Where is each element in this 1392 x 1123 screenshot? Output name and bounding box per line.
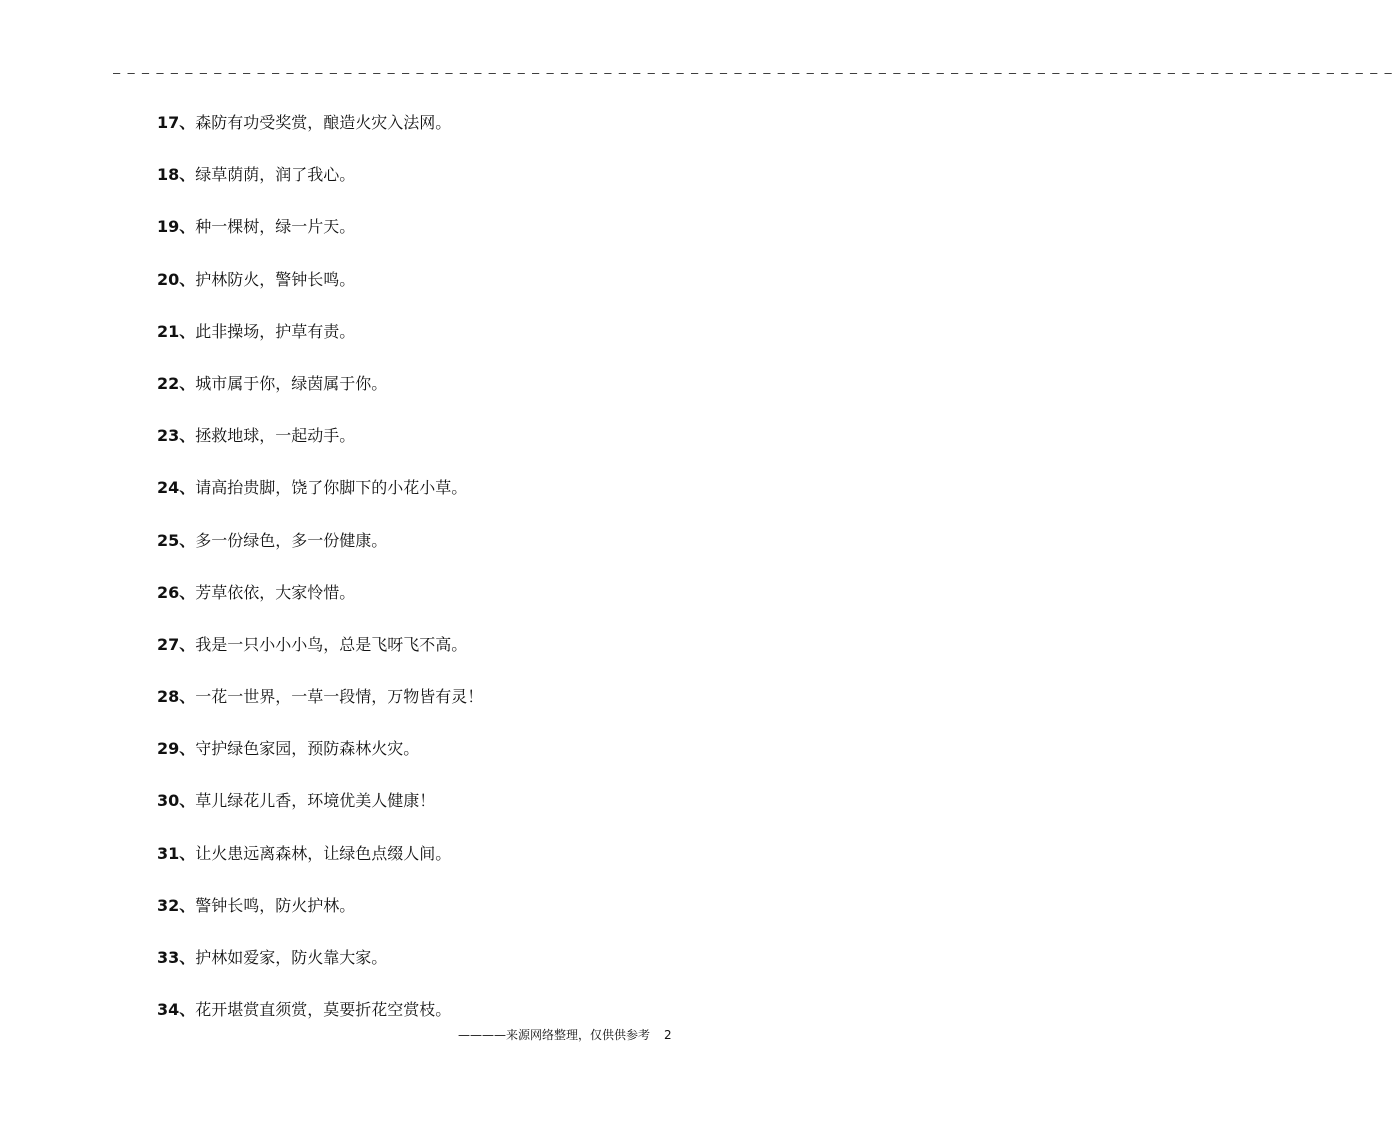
- list-item: [157, 578, 717, 630]
- item-text: 绿草荫荫，润了我心。: [195, 165, 356, 185]
- item-text: 护林防火，警钟长鸣。: [195, 269, 356, 289]
- item-text: 花开堪赏直须赏，莫要折花空赏枝。: [195, 1000, 452, 1020]
- footer-source-note: ————来源网络整理，仅供供参考: [458, 1028, 651, 1042]
- list-item: [157, 891, 717, 943]
- item-number: 21、: [157, 321, 196, 341]
- item-number: 30、: [157, 791, 196, 811]
- list-item: [157, 734, 717, 786]
- list-item: [157, 317, 717, 369]
- item-number: 17、: [157, 113, 196, 132]
- list-item: [157, 265, 717, 317]
- list-item: [157, 421, 717, 473]
- list-item: [157, 108, 717, 160]
- header-dashed-rule: – – – – – – – – – – – – – – – – – – – – – – – – – – – – – – – – – – – – – – – – – – – – – – – – – – – – – – – – – – – – – – – – – – – – – – – – – – – – – – – – – – – – – – – – –: [113, 66, 1392, 80]
- list-item: [157, 943, 717, 995]
- item-text: 森防有功受奖赏，酿造火灾入法网。: [195, 113, 452, 132]
- item-number: 18、: [157, 165, 196, 185]
- item-number: 32、: [157, 895, 196, 915]
- item-number: 20、: [157, 269, 196, 289]
- list-item: [157, 473, 717, 525]
- item-text: 守护绿色家园，预防森林火灾。: [195, 739, 420, 759]
- list-item: [157, 630, 717, 682]
- item-text: 护林如爱家，防火靠大家。: [195, 948, 388, 967]
- item-text: 我是一只小小小鸟，总是飞呀飞不高。: [195, 634, 468, 654]
- item-number: 24、: [157, 478, 196, 498]
- item-number: 23、: [157, 426, 196, 446]
- item-number: 25、: [157, 530, 196, 550]
- list-item: [157, 212, 717, 264]
- item-text: 此非操场，护草有责。: [195, 321, 356, 341]
- item-text: 让火患远离森林，让绿色点缀人间。: [195, 843, 452, 863]
- page-footer: [458, 1027, 698, 1043]
- item-text: 城市属于你，绿茵属于你。: [195, 373, 388, 393]
- item-number: 26、: [157, 582, 196, 602]
- item-number: 31、: [157, 843, 196, 863]
- list-item: [157, 160, 717, 212]
- item-number: 34、: [157, 1000, 196, 1020]
- list-item: [157, 839, 717, 891]
- item-text: 请高抬贵脚，饶了你脚下的小花小草。: [195, 478, 468, 498]
- item-number: 28、: [157, 687, 196, 707]
- item-text: 草儿绿花儿香，环境优美人健康！: [195, 791, 436, 811]
- item-text: 拯救地球，一起动手。: [195, 426, 356, 446]
- item-text: 芳草依依，大家怜惜。: [195, 582, 356, 602]
- item-number: 27、: [157, 634, 196, 654]
- item-text: 警钟长鸣，防火护林。: [195, 895, 356, 915]
- list-item: [157, 526, 717, 578]
- list-item: [157, 369, 717, 421]
- item-text: 种一棵树，绿一片天。: [195, 217, 356, 237]
- item-text: 一花一世界，一草一段情，万物皆有灵！: [195, 687, 484, 707]
- slogan-list: [157, 108, 717, 1047]
- list-item: [157, 682, 717, 734]
- item-number: 19、: [157, 217, 196, 237]
- list-item: [157, 786, 717, 838]
- item-text: 多一份绿色，多一份健康。: [195, 530, 388, 550]
- item-number: 22、: [157, 373, 196, 393]
- item-number: 33、: [157, 948, 196, 967]
- item-number: 29、: [157, 739, 196, 759]
- page-number: 2: [664, 1028, 672, 1042]
